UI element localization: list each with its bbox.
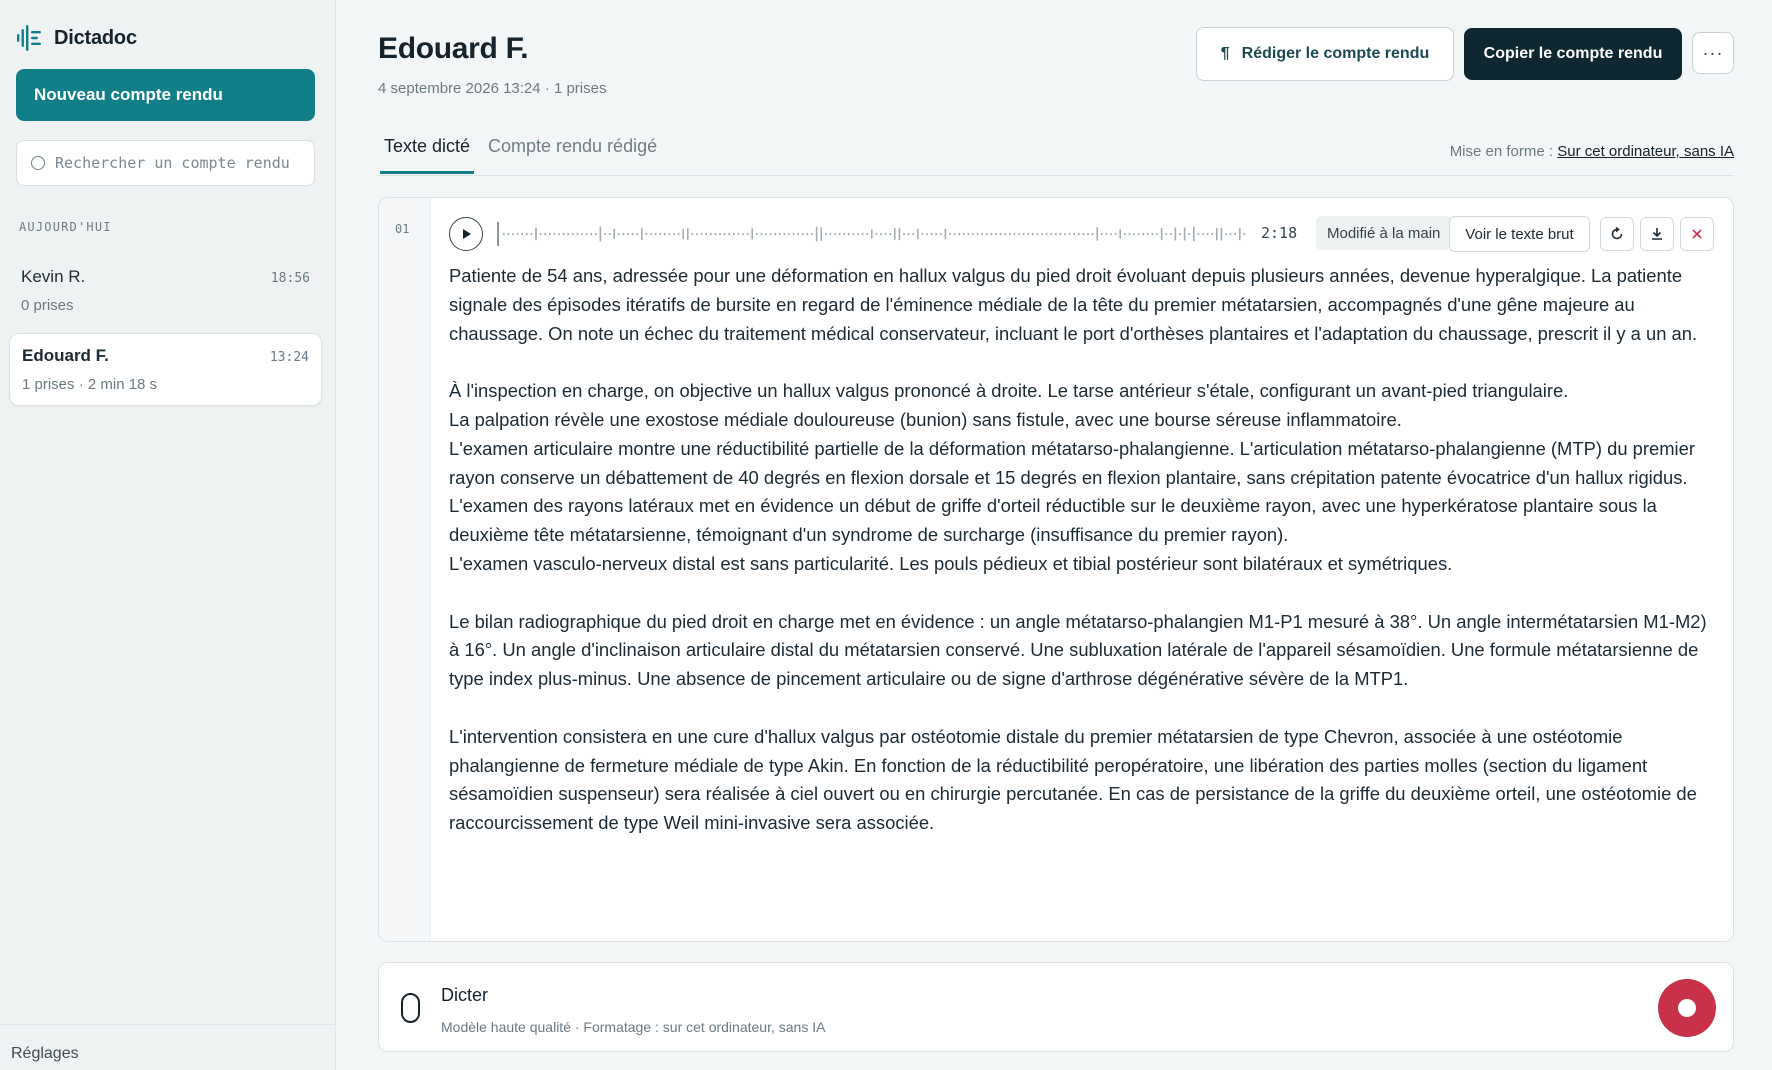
report-item-name: Kevin R. (21, 267, 86, 286)
paragraph: Patiente de 54 ans, adressée pour une déformation en hallux valgus du pied droit évoluant depuis plusieurs années, devenue hyperalgique. La patiente signale des épisodes itératifs de bursite en regard de l'éminence médiale de la tête du premier métatarsien, accompagnés d'une gêne majeure au chaussage. On note un échec du traitement médical conservateur, incluant le port d'orthèses plantaires et l'adaptation du chaussage, prescrit il y a un an. (449, 265, 1698, 344)
report-item-time: 18:56 (270, 271, 310, 286)
play-icon (463, 229, 471, 239)
download-icon (1649, 226, 1665, 242)
report-meta: 4 septembre 2026 13:24 · 1 prises (378, 80, 607, 97)
take-number: 01 (395, 222, 410, 236)
edited-badge: Modifié à la main (1316, 216, 1451, 250)
report-item-sub: 1 prises · 2 min 18 s (22, 376, 158, 393)
record-button[interactable] (1658, 979, 1716, 1037)
format-link[interactable]: Sur cet ordinateur, sans IA (1557, 143, 1734, 160)
dictate-title: Dicter (441, 985, 489, 1005)
main-content (336, 0, 1772, 1070)
close-icon (1690, 227, 1704, 241)
format-hint (1450, 143, 1734, 160)
brand-name: Dictadoc (54, 26, 137, 49)
report-item-edouard[interactable] (9, 333, 322, 406)
tab-bar (378, 128, 1734, 176)
waveform[interactable] (497, 220, 1249, 248)
section-label-today: AUJOURD'HUI (19, 220, 112, 234)
report-item-kevin[interactable] (9, 255, 322, 326)
audio-player (449, 216, 1719, 252)
paragraph: Le bilan radiographique du pied droit en charge met en évidence : un angle métatarso-phalangien M1-P1 mesuré à 38°. Un angle intermétatarsien M1-M2) à 16°. Un angle d'inclinaison articulaire distal du métatarsien conservé. Une subluxation latérale de l'appareil sésamoïdien. Une formule métatarsienne de type index plus-minus. Une absence de pincement articulaire ou de signe d'arthrose dégénérative sévère de la MTP1. (449, 610, 1712, 690)
settings-link[interactable]: Réglages (0, 1024, 336, 1070)
record-icon (1678, 999, 1696, 1017)
write-report-label: Rédiger le compte rendu (1241, 45, 1430, 62)
search-box[interactable] (16, 140, 315, 186)
format-prefix: Mise en forme : (1449, 143, 1554, 160)
more-options-button[interactable]: ··· (1692, 32, 1734, 74)
search-input[interactable] (55, 154, 295, 172)
paragraph: À l'inspection en charge, on objective un hallux valgus prononcé à droite. Le tarse antérieur s'étale, configurant un avant-pied triangulaire. La palpation révèle une exostose médiale douloureuse (bunion) sans fistule, avec une bourse séreuse inflammatoire. L'examen articulaire montre une réductibilité partielle de la déformation métatarso-phalangienne. L'articulation métatarso-phalangienne (MTP) du premier rayon conserve un débattement de 40 degrés en flexion dorsale et 15 degrés en flexion plantaire, sans crépitation patente évocatrice d'un hallux rigidus. L'examen des rayons latéraux met en évidence un début de griffe d'orteil réductible sur le deuxième rayon, avec une hyperkératose plantaire sous la deuxième tête métatarsienne, témoignant d'un syndrome de surcharge (insuffisance du premier rayon). L'examen vasculo-nerveux distal est sans particularité. Les pouls pédieux et tibial postérieur sont bilatéraux et symétriques. (449, 380, 1695, 574)
pilcrow-icon: ¶ (1220, 45, 1230, 62)
view-raw-text-button[interactable]: Voir le texte brut (1449, 216, 1590, 252)
tab-dictated-text[interactable]: Texte dicté (380, 136, 474, 174)
paragraph: L'intervention consistera en une cure d'hallux valgus par ostéotomie distale du premier métatarsien de type Chevron, associée à une ostéotomie phalangienne de fermeture médiale de type Akin. En fonction de la réductibilité peropératoire, une libération des parties molles (section du ligament sésamoïdien suspenseur) sera réalisée à ciel ouvert ou en chirurgie percutanée. En cas de persistance de la griffe du deuxième orteil, une ostéotomie de raccourcissement de type Weil mini-invasive sera associée. (449, 725, 1703, 834)
new-report-button[interactable]: Nouveau compte rendu (16, 69, 315, 121)
report-item-sub: 0 prises (21, 297, 74, 314)
play-button[interactable] (449, 217, 483, 251)
take-gutter (379, 198, 431, 941)
search-icon (31, 156, 45, 170)
write-report-button[interactable] (1196, 27, 1454, 81)
report-item-time: 13:24 (269, 350, 309, 365)
audio-duration: 2:18 (1261, 224, 1298, 242)
dictated-text[interactable] (449, 262, 1719, 838)
logo-icon (16, 24, 44, 52)
brand[interactable] (16, 24, 137, 52)
take-card (378, 197, 1734, 942)
sidebar (0, 0, 336, 1070)
dictate-panel (378, 962, 1734, 1052)
dictate-subtitle: Modèle haute qualité · Formatage : sur cet ordinateur, sans IA (441, 1019, 826, 1035)
tab-written-report[interactable]: Compte rendu rédigé (488, 136, 658, 156)
copy-report-button[interactable]: Copier le compte rendu (1464, 28, 1682, 80)
retranscribe-button[interactable] (1600, 217, 1634, 251)
report-item-name: Edouard F. (22, 346, 109, 365)
download-button[interactable] (1640, 217, 1674, 251)
delete-take-button[interactable] (1680, 217, 1714, 251)
microphone-icon (401, 993, 420, 1023)
page-title: Edouard F. (378, 32, 529, 65)
refresh-icon (1609, 226, 1625, 242)
